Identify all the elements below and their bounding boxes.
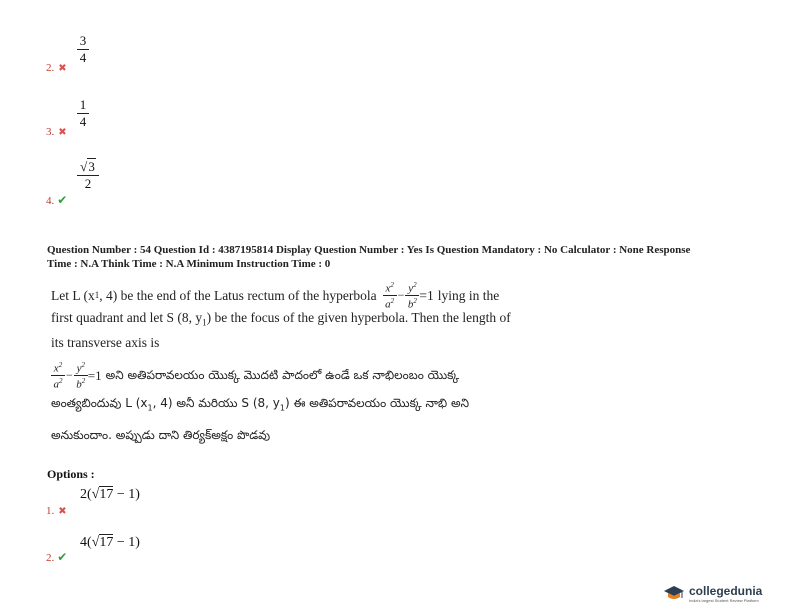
check-icon: ✔ (57, 550, 68, 564)
prev-option-2-fraction (77, 34, 89, 65)
option-1[interactable] (46, 501, 67, 519)
cross-icon: ✖ (58, 127, 67, 138)
prev-option-3-fraction (77, 98, 89, 129)
options-label: Options : (47, 467, 95, 481)
logo-name: collegedunia (689, 583, 763, 598)
numerator: √3 (80, 159, 95, 174)
cross-icon: ✖ (58, 63, 67, 74)
option-number: 4. (46, 195, 55, 207)
option-2[interactable] (46, 548, 67, 566)
question-text-telugu: $x^2$ $a^2$ − $y^2$ $b^2$ =1 అని అతిపరావలయం యొక్క మొదటి పాదంలో ఉండే ఒక నాభిలంబం యొక్క అంత్యబిందువు L ($x_1$, 4) అనీ మరియు S (8, $y_1$) ఈ అతిపరావలయం యొక్క నాభి అని అనుకుందాం. అప్పుడు దాని తిర్యక్‌అక్షం పొడవు (51, 360, 591, 449)
telugu-line3: అనుకుందాం. అప్పుడు దాని తిర్యక్‌అక్షం పొడవు (51, 427, 271, 442)
question-meta (47, 243, 767, 271)
check-icon: ✔ (57, 193, 68, 207)
cross-icon: ✖ (58, 506, 67, 517)
question-meta-line1: Question Number : 54 Question Id : 4387195814 Display Question Number : Yes Is Question Mandatory : No Calculator : None Response (47, 244, 691, 256)
numerator: 3 (79, 33, 87, 48)
question-meta-line2: Time : N.A Think Time : N.A Minimum Instruction Time : 0 (47, 258, 331, 270)
option-number: 3. (46, 126, 55, 138)
option-2-expression: 4(√17 − 1) (80, 535, 140, 550)
graduation-cap-icon (662, 583, 686, 603)
collegedunia-logo (662, 583, 762, 603)
stem-text: Let L (x (51, 287, 95, 303)
option-number: 2. (46, 62, 55, 74)
option-number: 2. (46, 552, 55, 564)
hyperbola-equation: $x^2$ $a^2$ − $y^2$ $b^2$ =1 (383, 280, 434, 310)
denominator: 2 (84, 176, 92, 191)
option-number: 1. (46, 505, 55, 517)
hyperbola-equation-telugu: $x^2$ $a^2$ − $y^2$ $b^2$ =1 (51, 360, 102, 390)
prev-option-3 (46, 122, 67, 140)
question-text-english: Let L (x 1 , 4) be the end of the Latus rectum of the hyperbola $x^2$ $a^2$ − $y^2$ $b^2$ =1 lying in the first quadrant and let S (8, $y_1$) be the focus of the given hyperbola. Then the length of its transverse axis is (51, 282, 591, 352)
prev-option-2 (46, 58, 67, 76)
option-1-expression: 2(√17 − 1) (80, 487, 140, 502)
prev-option-4-fraction (77, 160, 99, 191)
logo-tagline: India's largest Student Review Platform (689, 597, 759, 603)
stem-text-line3: its transverse axis is (51, 334, 160, 350)
prev-option-4 (46, 191, 67, 209)
denominator: 4 (79, 114, 87, 129)
denominator: 4 (79, 50, 87, 65)
numerator: 1 (79, 97, 87, 112)
